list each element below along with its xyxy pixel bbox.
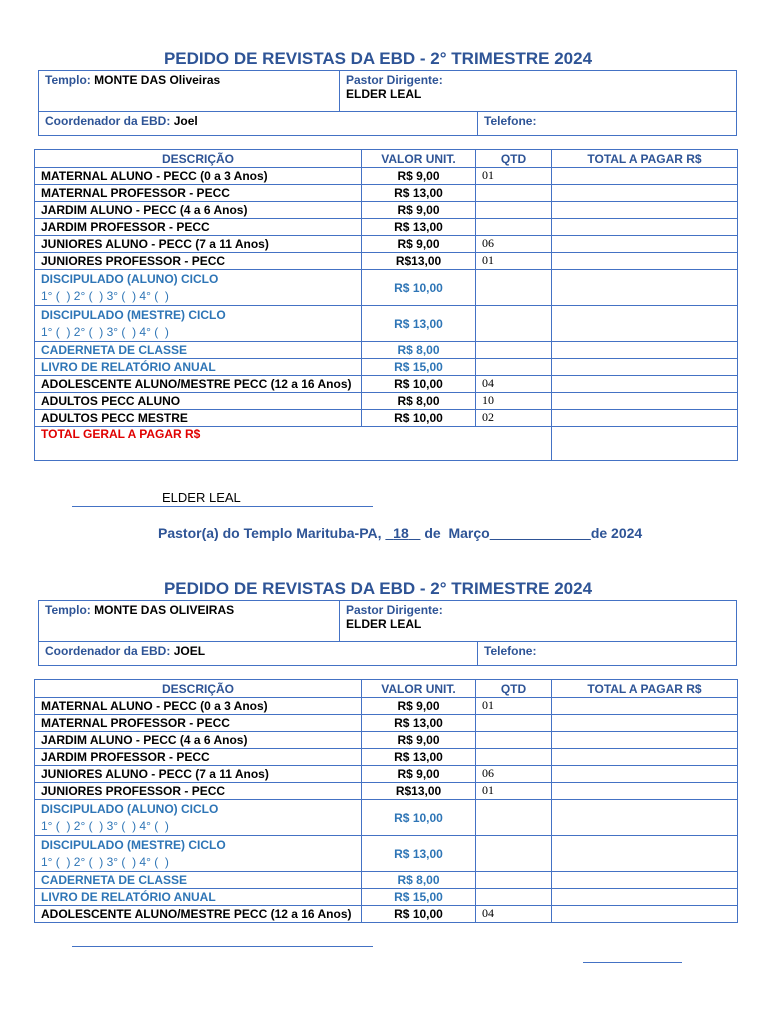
templo-label: Templo: [45,603,91,617]
total-row [35,427,738,461]
item-qty[interactable]: 04 [476,376,552,393]
item-total[interactable] [552,393,738,410]
table-row [35,168,738,185]
item-price: R$13,00 [362,253,476,270]
table-row [35,202,738,219]
table-row [35,253,738,270]
place-prefix: Pastor(a) do Templo Marituba-PA, [158,525,382,541]
item-total[interactable] [552,800,738,836]
item-description: LIVRO DE RELATÓRIO ANUAL [35,359,362,376]
table-row [35,783,738,800]
form1-header-row2 [39,112,736,135]
pastor-field[interactable] [339,601,736,641]
item-description: JUNIORES PROFESSOR - PECC [35,783,362,800]
item-description-line1: DISCIPULADO (ALUNO) CICLO [41,801,219,816]
total-label: TOTAL GERAL A PAGAR R$ [35,427,552,461]
item-total[interactable] [552,715,738,732]
item-qty[interactable] [476,749,552,766]
pastor-field[interactable] [339,71,736,111]
coordenador-label: Coordenador da EBD: [45,114,171,128]
item-price: R$ 9,00 [362,202,476,219]
item-qty[interactable] [476,306,552,342]
table-header-row [35,680,738,698]
item-description: LIVRO DE RELATÓRIO ANUAL [35,889,362,906]
item-total[interactable] [552,766,738,783]
item-qty[interactable] [476,889,552,906]
telefone-field[interactable] [477,642,736,665]
item-qty[interactable]: 06 [476,236,552,253]
item-total[interactable] [552,732,738,749]
item-qty[interactable] [476,270,552,306]
item-price: R$ 9,00 [362,732,476,749]
item-description: JARDIM ALUNO - PECC (4 a 6 Anos) [35,732,362,749]
item-total[interactable] [552,376,738,393]
form2-title: PEDIDO DE REVISTAS DA EBD - 2° TRIMESTRE 2024 [163,579,593,598]
table-row [35,872,738,889]
form2-items-table [34,679,738,923]
date-line-2 [583,962,682,963]
table-row [35,889,738,906]
item-total[interactable] [552,889,738,906]
item-cycle-options[interactable]: 1° ( ) 2° ( ) 3° ( ) 4° ( ) [41,324,169,339]
date-de: de [424,525,441,541]
item-qty[interactable] [476,342,552,359]
item-price: R$ 13,00 [362,185,476,202]
item-total[interactable] [552,342,738,359]
item-description-line1: DISCIPULADO (ALUNO) CICLO [41,271,219,286]
coordenador-field[interactable] [39,642,477,665]
item-description: ADULTOS PECC ALUNO [35,393,362,410]
item-description: MATERNAL ALUNO - PECC (0 a 3 Anos) [35,698,362,715]
item-price: R$ 8,00 [362,872,476,889]
item-price: R$ 10,00 [362,906,476,923]
col-header-qtd: QTD [476,150,552,168]
item-total[interactable] [552,168,738,185]
item-qty[interactable]: 04 [476,906,552,923]
item-total[interactable] [552,410,738,427]
item-qty[interactable]: 01 [476,253,552,270]
item-description: JARDIM ALUNO - PECC (4 a 6 Anos) [35,202,362,219]
item-description: MATERNAL PROFESSOR - PECC [35,715,362,732]
item-description [35,270,362,306]
table-row [35,270,738,306]
date-month[interactable]: Março [448,525,490,541]
item-total[interactable] [552,185,738,202]
templo-value: MONTE DAS Oliveiras [94,73,221,87]
templo-field[interactable] [39,71,339,111]
item-qty[interactable]: 01 [476,698,552,715]
item-description: JARDIM PROFESSOR - PECC [35,219,362,236]
telefone-label: Telefone: [484,114,537,128]
item-description: JUNIORES PROFESSOR - PECC [35,253,362,270]
form2-header-box [38,600,737,666]
place-date-line [158,525,642,541]
table-row [35,410,738,427]
col-header-qtd: QTD [476,680,552,698]
item-price: R$ 13,00 [362,306,476,342]
item-total[interactable] [552,219,738,236]
item-description: CADERNETA DE CLASSE [35,872,362,889]
table-row [35,342,738,359]
table-row [35,698,738,715]
form1-items-table [34,149,738,461]
item-description [35,306,362,342]
item-description [35,800,362,836]
signature-name: ELDER LEAL [162,490,241,505]
item-description [35,836,362,872]
item-description-line1: DISCIPULADO (MESTRE) CICLO [41,307,226,322]
item-qty[interactable] [476,715,552,732]
date-year: de 2024 [590,525,643,541]
coordenador-value: Joel [173,114,198,128]
table-row [35,236,738,253]
pastor-value: ELDER LEAL [346,617,422,631]
item-cycle-options[interactable]: 1° ( ) 2° ( ) 3° ( ) 4° ( ) [41,818,169,833]
form1-header-row1 [39,71,736,112]
item-total[interactable] [552,836,738,872]
form1-title: PEDIDO DE REVISTAS DA EBD - 2° TRIMESTRE 2024 [163,49,593,68]
item-price: R$ 13,00 [362,219,476,236]
item-total[interactable] [552,270,738,306]
table-row [35,836,738,872]
item-price: R$ 13,00 [362,715,476,732]
form2-header-row1 [39,601,736,642]
table-row [35,732,738,749]
item-description: MATERNAL PROFESSOR - PECC [35,185,362,202]
telefone-label: Telefone: [484,644,537,658]
item-description: JUNIORES ALUNO - PECC (7 a 11 Anos) [35,766,362,783]
item-total[interactable] [552,872,738,889]
item-price: R$ 15,00 [362,359,476,376]
item-total[interactable] [552,202,738,219]
item-description: ADULTOS PECC MESTRE [35,410,362,427]
item-price: R$ 13,00 [362,836,476,872]
item-qty[interactable]: 01 [476,168,552,185]
table-row [35,766,738,783]
col-header-valor: VALOR UNIT. [362,150,476,168]
pastor-label: Pastor Dirigente: [346,603,443,617]
item-total[interactable] [552,906,738,923]
item-qty[interactable] [476,836,552,872]
item-total[interactable] [552,359,738,376]
table-row [35,185,738,202]
item-price: R$ 10,00 [362,376,476,393]
item-description: JARDIM PROFESSOR - PECC [35,749,362,766]
item-price: R$ 10,00 [362,270,476,306]
item-total[interactable] [552,698,738,715]
item-cycle-options[interactable]: 1° ( ) 2° ( ) 3° ( ) 4° ( ) [41,288,169,303]
item-total[interactable] [552,783,738,800]
item-qty[interactable]: 01 [476,783,552,800]
table-row [35,306,738,342]
col-header-valor: VALOR UNIT. [362,680,476,698]
item-qty[interactable]: 10 [476,393,552,410]
item-price: R$ 8,00 [362,342,476,359]
item-qty[interactable] [476,359,552,376]
item-price: R$ 8,00 [362,393,476,410]
item-qty[interactable]: 06 [476,766,552,783]
coordenador-value: JOEL [173,644,206,658]
date-blank[interactable] [490,525,591,541]
item-price: R$ 9,00 [362,698,476,715]
item-price: R$ 13,00 [362,749,476,766]
form2-header-row2 [39,642,736,665]
item-description: ADOLESCENTE ALUNO/MESTRE PECC (12 a 16 Anos) [35,906,362,923]
item-price: R$ 9,00 [362,168,476,185]
form1-header-box [38,70,737,136]
date-day[interactable]: 18 [393,525,409,541]
item-price: R$ 10,00 [362,800,476,836]
item-total[interactable] [552,253,738,270]
item-description: ADOLESCENTE ALUNO/MESTRE PECC (12 a 16 Anos) [35,376,362,393]
table-row [35,376,738,393]
table-row [35,359,738,376]
signature-line [72,506,373,507]
item-price: R$ 9,00 [362,766,476,783]
item-total[interactable] [552,236,738,253]
item-price: R$ 9,00 [362,236,476,253]
item-description-line1: DISCIPULADO (MESTRE) CICLO [41,837,226,852]
item-total[interactable] [552,306,738,342]
table-row [35,800,738,836]
total-value[interactable] [552,427,738,461]
item-description: CADERNETA DE CLASSE [35,342,362,359]
item-qty[interactable] [476,732,552,749]
table-header-row [35,150,738,168]
templo-value: MONTE DAS OLIVEIRAS [94,603,235,617]
pastor-label: Pastor Dirigente: [346,73,443,87]
table-row [35,749,738,766]
col-header-total: TOTAL A PAGAR R$ [552,150,738,168]
templo-label: Templo: [45,73,91,87]
col-header-total: TOTAL A PAGAR R$ [552,680,738,698]
item-description: MATERNAL ALUNO - PECC (0 a 3 Anos) [35,168,362,185]
item-qty[interactable] [476,185,552,202]
coordenador-label: Coordenador da EBD: [45,644,171,658]
templo-field[interactable] [39,601,339,641]
table-row [35,393,738,410]
pastor-value: ELDER LEAL [346,87,422,101]
item-qty[interactable] [476,800,552,836]
table-row [35,906,738,923]
signature-line-2 [72,946,373,947]
coordenador-field[interactable] [39,112,477,135]
item-description: JUNIORES ALUNO - PECC (7 a 11 Anos) [35,236,362,253]
col-header-descricao: DESCRIÇÃO [35,150,362,168]
item-price: R$ 10,00 [362,410,476,427]
table-row [35,715,738,732]
item-qty[interactable] [476,872,552,889]
table-row [35,219,738,236]
item-price: R$13,00 [362,783,476,800]
col-header-descricao: DESCRIÇÃO [35,680,362,698]
item-cycle-options[interactable]: 1° ( ) 2° ( ) 3° ( ) 4° ( ) [41,854,169,869]
item-price: R$ 15,00 [362,889,476,906]
item-qty[interactable] [476,219,552,236]
telefone-field[interactable] [477,112,736,135]
item-qty[interactable] [476,202,552,219]
item-qty[interactable]: 02 [476,410,552,427]
item-total[interactable] [552,749,738,766]
